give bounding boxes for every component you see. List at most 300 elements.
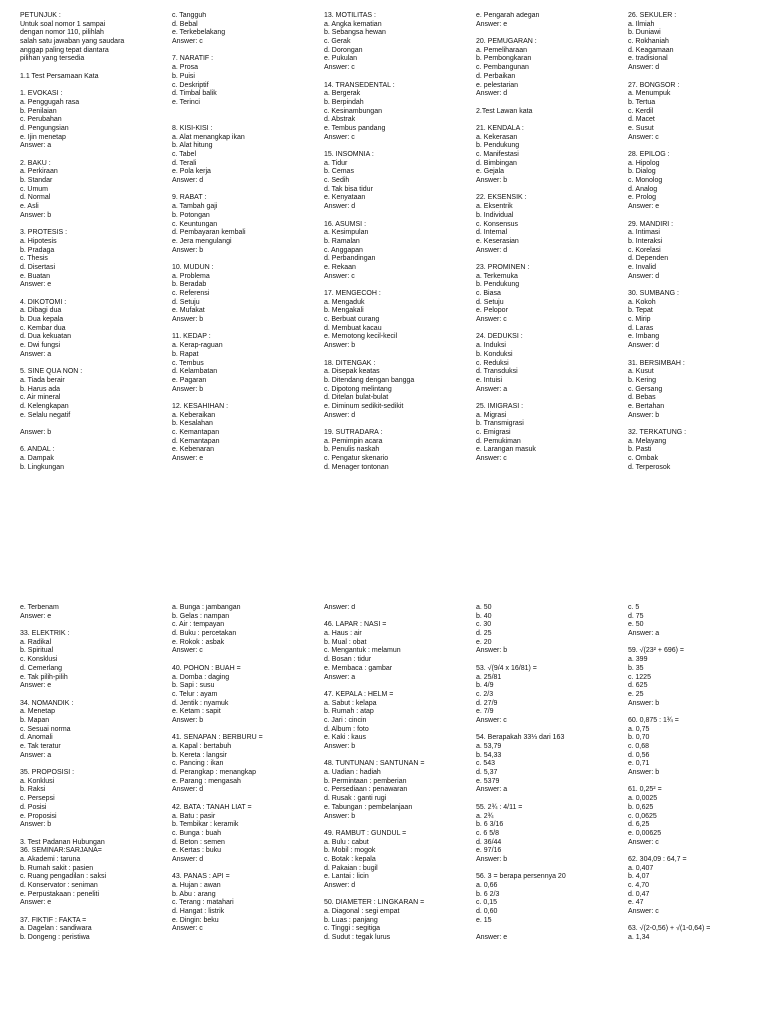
text-line: b. Lingkungan: [20, 463, 64, 471]
text-line: e. Tak teratur: [20, 743, 61, 750]
text-line: e. Selalu negatif: [20, 411, 71, 419]
text-line: d. Kelambatan: [172, 368, 218, 376]
text-line: 12. KESAHIHAN :: [172, 402, 229, 410]
text-line: [628, 847, 750, 856]
text-line: b. Puisi: [172, 72, 195, 80]
text-line: c. Berbuat curang: [324, 316, 380, 324]
text-line: Answer: b: [20, 211, 52, 219]
text-line: a. 25/81: [476, 673, 502, 681]
text-line: b. Duniawi: [628, 29, 661, 37]
text-line: c. Dipotong melintang: [324, 385, 392, 393]
text-line: [172, 116, 300, 125]
text-line: [20, 830, 150, 839]
text-line: 11. KEDAP :: [172, 333, 211, 341]
text-line: e. Asli: [20, 203, 39, 211]
text-line: b. 0,70: [628, 734, 650, 742]
text-line: d. 5,37: [476, 769, 498, 777]
text-line: a. Tambah gaji: [172, 203, 218, 211]
text-line: [324, 281, 450, 290]
column-1: [0, 604, 150, 1022]
text-line: c. Biasa: [476, 290, 501, 297]
text-line: d. Hangat : listrik: [172, 908, 225, 916]
text-line: b. Kesalahan: [172, 420, 213, 428]
text-line: Answer: c: [628, 908, 659, 916]
text-line: d. 25: [476, 630, 492, 638]
text-line: a. Menumpuk: [628, 90, 671, 98]
text-line: a. Hipotesis: [20, 237, 57, 245]
text-line: 53. √(9/4 x 16/81) =: [476, 664, 537, 672]
text-line: b. Mobil : mogok: [324, 847, 376, 855]
text-line: c. Persepsi: [20, 795, 55, 803]
text-line: a. Uadian : hadiah: [324, 769, 381, 777]
text-line: a. Penggugah rasa: [20, 98, 80, 106]
text-line: c. Sedih: [324, 177, 350, 185]
text-line: [324, 212, 450, 221]
text-line: e. 7/9: [476, 708, 494, 716]
text-line: a. Pemimpin acara: [324, 437, 383, 445]
text-line: [324, 142, 450, 151]
text-line: c. Thesis: [20, 255, 48, 263]
text-line: Answer: d: [476, 90, 508, 98]
text-line: 1. EVOKASI :: [20, 90, 63, 98]
text-line: e. Perpustakaan : peneliti: [20, 890, 99, 898]
text-line: 32. TERKATUNG :: [628, 429, 687, 436]
text-line: b. Luas : panjang: [324, 916, 378, 924]
text-line: 37. FIKTIF : FAKTA =: [20, 916, 87, 924]
text-line: a. Hujan : awan: [172, 882, 221, 889]
text-line: b. 54,33: [476, 751, 502, 759]
text-line: b. Rumah : atap: [324, 708, 374, 716]
text-line: d. 75: [628, 612, 644, 620]
text-line: Answer: c: [172, 925, 203, 933]
text-line: Answer: c: [476, 455, 507, 463]
text-line: a. Dibagi dua: [20, 307, 62, 315]
text-line: c. Pembangunan: [476, 64, 529, 72]
text-line: 20. PEMUGARAN :: [476, 38, 537, 46]
text-line: b. Pasti: [628, 446, 652, 454]
text-line: a. Prosa: [172, 64, 199, 72]
text-line: a. 1,34: [628, 934, 650, 942]
text-line: [324, 682, 450, 691]
text-line: c. 5: [628, 604, 640, 611]
text-line: d. Anomali: [20, 734, 53, 742]
text-line: 1.1 Test Persamaan Kata: [20, 72, 99, 80]
text-line: [172, 656, 300, 665]
text-line: e. Lantai : licin: [324, 873, 369, 881]
text-line: d. Abstrak: [324, 116, 356, 124]
text-line: Answer: a: [20, 751, 52, 759]
text-line: e. Tembus pandang: [324, 124, 386, 132]
text-line: Answer: e: [20, 682, 52, 690]
text-line: d. Rusak : ganti rugi: [324, 795, 387, 803]
text-line: Answer: a: [628, 630, 660, 638]
text-line: e. Imbang: [628, 333, 660, 341]
text-line: c. Tinggi : segitiga: [324, 925, 381, 933]
text-line: 62. 304,09 : 64,7 =: [628, 855, 687, 863]
text-line: [172, 394, 300, 403]
text-line: 21. KENDALA :: [476, 124, 524, 132]
text-line: [628, 281, 750, 290]
text-line: 36. SEMINAR:SARJANA=: [20, 847, 102, 855]
text-line: Answer: e: [476, 934, 508, 942]
text-line: [172, 108, 300, 117]
text-line: a. Angka kematian: [324, 20, 382, 28]
column-2: [150, 12, 300, 600]
text-line: a. Bergerak: [324, 90, 361, 98]
text-line: [324, 752, 450, 761]
text-line: Answer: d: [172, 786, 204, 794]
text-line: 24. DEDUKSI :: [476, 333, 523, 341]
text-line: e. Pukulan: [324, 55, 358, 63]
text-line: a. Disepak keatas: [324, 368, 380, 376]
text-line: a. Hipolog: [628, 159, 660, 167]
text-line: d. Perangkap : menangkap: [172, 769, 257, 777]
text-line: a. Intimasi: [628, 229, 660, 237]
text-line: e. Rekaan: [324, 263, 356, 271]
text-line: c. Referensi: [172, 290, 210, 297]
text-line: c. Deskriptif: [172, 81, 209, 89]
text-line: b. Dua kepala: [20, 316, 64, 324]
text-line: 27. BONGSOR :: [628, 81, 680, 89]
text-line: Answer: c: [324, 64, 355, 72]
text-line: [476, 865, 600, 874]
text-line: b. Interaksi: [628, 237, 663, 245]
text-line: a. 0,66: [476, 882, 498, 889]
text-line: b. 0,625: [628, 803, 654, 811]
text-line: b. Cemas: [324, 168, 354, 176]
text-line: [476, 726, 600, 735]
text-line: Answer: b: [172, 385, 204, 393]
text-line: 15. INSOMNIA :: [324, 151, 374, 158]
text-line: d. 0,47: [628, 890, 650, 898]
text-line: d. Dependen: [628, 255, 669, 263]
text-line: d. Pemukiman: [476, 437, 521, 445]
text-line: 2. BAKU :: [20, 159, 51, 167]
column-5: [600, 604, 750, 1022]
text-line: [20, 360, 150, 369]
text-line: 41. SENAPAN : BERBURU =: [172, 734, 263, 742]
text-line: 8. KISI-KISI :: [172, 124, 213, 132]
text-line: e. Tak pilih-pilih: [20, 673, 68, 681]
text-line: a. Haus : air: [324, 630, 362, 638]
text-line: d. 625: [628, 682, 648, 690]
text-line: d. Kelengkapan: [20, 402, 69, 410]
text-line: d. Tak bisa tidur: [324, 185, 373, 193]
text-line: 14. TRANSEDENTAL :: [324, 81, 395, 89]
text-line: d. 36/44: [476, 838, 502, 846]
text-line: d. 27/9: [476, 699, 498, 707]
column-1: [0, 12, 150, 600]
text-line: c. 2/3: [476, 690, 494, 698]
text-line: c. Ombak: [628, 455, 658, 463]
text-line: b. Gelas : nampan: [172, 612, 230, 620]
text-line: 28. EPILOG :: [628, 151, 670, 158]
text-line: [172, 186, 300, 195]
text-line: c. Manifestasi: [476, 151, 519, 158]
text-line: [20, 221, 150, 230]
text-line: a. Sabut : kelapa: [324, 699, 377, 707]
text-line: c. Reduksi: [476, 359, 509, 367]
text-line: b. Kereta : langsir: [172, 751, 227, 759]
text-line: a. Radikal: [20, 638, 52, 646]
text-line: b. Rapat: [172, 350, 199, 358]
text-line: Answer: c: [324, 272, 355, 280]
text-line: e. Memotong kecil-kecil: [324, 333, 398, 341]
text-line: d. Cemerlang: [20, 664, 63, 672]
text-line: Answer: d: [172, 177, 204, 185]
text-line: Answer: b: [324, 812, 356, 820]
text-line: c. Rokhaniah: [628, 38, 669, 46]
column-4: [450, 604, 600, 1022]
text-line: e. 47: [628, 899, 644, 907]
text-line: 49. RAMBUT : GUNDUL =: [324, 829, 407, 837]
text-line: e. Jera mengulangi: [172, 237, 232, 245]
text-line: b. Sebangsa hewan: [324, 29, 386, 37]
text-line: Answer: c: [172, 647, 203, 655]
text-line: c. Konsklusi: [20, 656, 58, 664]
text-line: Answer: b: [476, 855, 508, 863]
text-line: a. 0,0025: [628, 795, 658, 803]
text-line: Answer: d: [324, 604, 356, 611]
text-line: a. Domba : daging: [172, 673, 230, 681]
text-line: [628, 73, 750, 82]
text-line: c. Pengatur skenario: [324, 455, 389, 463]
column-5: [600, 12, 750, 600]
text-line: a. Dampak: [20, 455, 54, 463]
text-line: c. Mirip: [628, 316, 651, 324]
text-line: 34. NOMANDIK :: [20, 699, 74, 707]
text-line: e. Kebenaran: [172, 446, 215, 454]
text-line: a. 399: [628, 656, 648, 664]
text-line: [20, 438, 150, 447]
text-line: 13. MOTILITAS :: [324, 12, 376, 19]
text-line: Untuk soal nomor 1 sampai: [20, 20, 106, 28]
text-line: Answer: d: [628, 272, 660, 280]
text-line: Answer: e: [20, 899, 52, 907]
text-line: e. tradisional: [628, 55, 668, 63]
text-line: a. Konklusi: [20, 777, 55, 785]
text-line: e. Pelopor: [476, 307, 508, 315]
text-line: [20, 908, 150, 917]
text-line: b. Potongan: [172, 211, 210, 219]
text-line: 35. PROPOSISI :: [20, 769, 75, 777]
text-line: d. Setuju: [172, 298, 200, 306]
text-line: e. 20: [476, 638, 492, 646]
text-line: anggap paling tepat diantara: [20, 46, 109, 54]
text-line: c. Korelasi: [628, 246, 661, 254]
text-line: c. 543: [476, 760, 496, 768]
text-line: e. Ketam : sapit: [172, 708, 221, 716]
text-line: b. Pendukung: [476, 281, 520, 289]
text-line: d. Kemantapan: [172, 437, 220, 445]
text-line: [172, 47, 300, 56]
text-line: 54. Berapakah 33⅓ dari 163: [476, 734, 565, 742]
text-line: 6. ANDAL :: [20, 446, 55, 454]
text-line: Answer: a: [476, 385, 508, 393]
text-line: d. Internal: [476, 229, 508, 237]
text-line: a. Bunga : jambangan: [172, 604, 241, 611]
text-line: 60. 0,875 : 1¾ =: [628, 716, 679, 724]
text-line: d. Timbal balik: [172, 90, 217, 98]
text-line: [324, 420, 450, 429]
text-line: e. 50: [628, 621, 644, 629]
top-page-section: [0, 12, 768, 600]
text-line: 18. DITENGAK :: [324, 359, 376, 367]
text-line: e. 0,00625: [628, 829, 662, 837]
text-line: 2.Test Lawan kata: [476, 107, 533, 115]
text-line: d. Sudut : tegak lurus: [324, 934, 391, 942]
text-line: a. Kekerasan: [476, 133, 518, 141]
text-line: d. Keagamaan: [628, 46, 674, 54]
text-line: 19. SUTRADARA :: [324, 429, 383, 436]
text-line: b. Pembongkaran: [476, 55, 532, 63]
text-line: Answer: b: [628, 699, 660, 707]
text-line: c. Persediaan : penawaran: [324, 786, 408, 794]
text-line: e. Terinci: [172, 98, 200, 106]
text-line: c. Tangguh: [172, 12, 207, 19]
text-line: c. Bunga : buah: [172, 829, 222, 837]
text-line: 25. IMIGRASI :: [476, 402, 524, 410]
text-line: Answer: d: [324, 203, 356, 211]
text-line: Answer: b: [628, 411, 660, 419]
text-line: d. Bebal: [172, 20, 198, 28]
column-3: [300, 12, 450, 600]
text-line: 56. 3 = berapa persennya 20: [476, 873, 566, 881]
text-line: e. Gejala: [476, 168, 505, 176]
column-2: [150, 604, 300, 1022]
text-line: [172, 865, 300, 874]
text-line: b. Alat hitung: [172, 142, 213, 150]
text-line: Answer: d: [628, 64, 660, 72]
text-line: b. Tertua: [628, 98, 656, 106]
text-line: e. Keserasian: [476, 237, 519, 245]
text-line: b. 35: [628, 664, 644, 672]
text-line: [476, 394, 600, 403]
text-line: b. Dongeng : peristiwa: [20, 934, 90, 942]
text-line: c. Mengantuk : melamun: [324, 647, 401, 655]
text-line: 4. DIKOTOMI :: [20, 298, 67, 306]
text-line: e. 15: [476, 916, 492, 924]
text-line: c. 1225: [628, 673, 651, 681]
text-line: [476, 255, 600, 264]
text-line: 5. SINE QUA NON :: [20, 368, 83, 376]
text-line: e. Pengarah adegan: [476, 12, 540, 19]
text-line: a. 0,75: [628, 725, 650, 733]
text-line: [476, 795, 600, 804]
text-line: a. Tidur: [324, 159, 348, 167]
text-line: b. Abu : arang: [172, 890, 216, 898]
text-line: 30. SUMBANG :: [628, 290, 679, 297]
text-line: 47. KEPALA : HELM =: [324, 690, 394, 698]
text-line: b. Harus ada: [20, 385, 61, 393]
text-line: d. Laras: [628, 324, 654, 332]
text-line: d. Bimbingan: [476, 159, 517, 167]
text-line: 26. SEKULER :: [628, 12, 677, 19]
text-line: a. Keberaikan: [172, 411, 216, 419]
text-line: b. Konduksi: [476, 350, 513, 358]
text-line: b. Tepat: [628, 307, 653, 315]
text-line: b. Dialog: [628, 168, 656, 176]
text-line: Answer: c: [476, 716, 507, 724]
text-line: 33. ELEKTRIK :: [20, 630, 70, 638]
text-line: d. Album : foto: [324, 725, 369, 733]
text-line: [20, 760, 150, 769]
bottom-page-section: [0, 604, 768, 1022]
text-line: 48. TUNTUNAN : SANTUNAN =: [324, 760, 425, 768]
text-line: 63. √(2-0,56) + √(1-0,64) =: [628, 925, 711, 933]
text-line: d. Perbaikan: [476, 72, 516, 80]
text-line: b. Standar: [20, 177, 53, 185]
text-line: 31. BERSIMBAH :: [628, 359, 685, 367]
text-line: e. Terbenam: [20, 604, 59, 611]
text-line: b. 40: [476, 612, 492, 620]
text-line: a. Ilmiah: [628, 20, 655, 28]
text-line: e. Parang : mengasah: [172, 777, 241, 785]
text-line: c. 6 5/8: [476, 829, 499, 837]
text-line: e. Proposisi: [20, 812, 57, 820]
text-line: [20, 151, 150, 160]
text-line: e. Kertas : buku: [172, 847, 222, 855]
text-line: b. Sapi : susu: [172, 682, 215, 690]
text-line: [324, 821, 450, 830]
text-line: b. Mengakali: [324, 307, 364, 315]
text-line: a. Dagelan : sandiwara: [20, 925, 92, 933]
text-line: [172, 325, 300, 334]
text-line: 59. √(23² + 696) =: [628, 647, 684, 655]
text-line: 3. PROTESIS :: [20, 229, 68, 237]
text-line: b. Rumah sakit : pasien: [20, 864, 94, 872]
text-line: [476, 656, 600, 665]
text-line: c. Kerdil: [628, 107, 654, 115]
text-line: b. Permintaan : pemberian: [324, 777, 407, 785]
text-line: [172, 726, 300, 735]
text-line: [628, 708, 750, 717]
text-line: d. Setuju: [476, 298, 504, 306]
text-line: [476, 116, 600, 125]
text-line: c. Konsensus: [476, 220, 519, 228]
text-line: d. Jentik : nyamuk: [172, 699, 229, 707]
text-line: a. Perkiraan: [20, 168, 58, 176]
text-line: c. Monolog: [628, 177, 663, 185]
text-line: 10. MUDUN :: [172, 263, 214, 271]
text-line: PETUNJUK :: [20, 12, 61, 19]
text-line: [324, 351, 450, 360]
text-line: d. Pengungsian: [20, 124, 69, 132]
text-line: d. Konservator : seniman: [20, 882, 98, 889]
text-line: Answer: b: [172, 316, 204, 324]
text-line: c. 0,68: [628, 743, 650, 750]
text-line: 16. ASUMSI :: [324, 220, 367, 228]
text-line: Answer: c: [476, 316, 507, 324]
text-line: e. Ijin menetap: [20, 133, 66, 141]
text-line: 9. RABAT :: [172, 194, 207, 202]
text-line: Answer: b: [172, 246, 204, 254]
text-line: e. Mufakat: [172, 307, 205, 315]
text-line: d. Posisi: [20, 803, 47, 811]
text-line: e. 25: [628, 690, 644, 698]
text-line: 50. DIAMETER : LINGKARAN =: [324, 899, 425, 907]
text-line: c. Sesuai norma: [20, 725, 71, 733]
text-line: Answer: e: [628, 203, 660, 211]
text-line: b. Pradaga: [20, 246, 55, 254]
text-line: a. Mengaduk: [324, 298, 365, 306]
text-line: [172, 795, 300, 804]
text-line: b. Tembikar : keramik: [172, 821, 239, 829]
text-line: Answer: a: [20, 350, 52, 358]
text-line: a. 50: [476, 604, 492, 611]
text-line: d. Membuat kacau: [324, 324, 382, 332]
text-line: d. Perbandingan: [324, 255, 376, 263]
